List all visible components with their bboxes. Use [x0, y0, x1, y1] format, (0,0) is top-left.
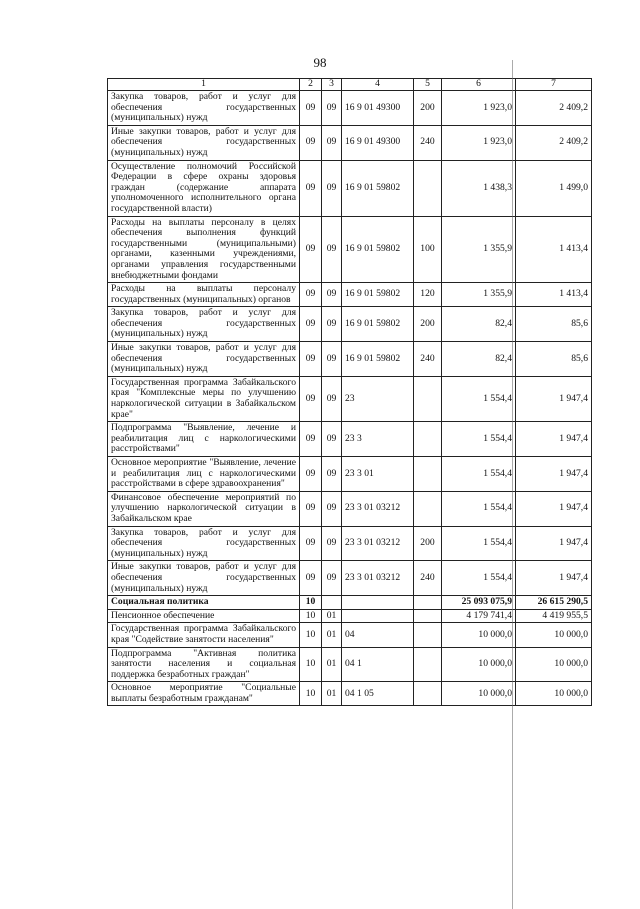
- row-section: 09: [300, 91, 322, 126]
- row-amount-year1: 10 000,0: [442, 682, 516, 706]
- table-header: [108, 79, 592, 91]
- row-subsection: 09: [322, 491, 342, 526]
- row-section: 10: [300, 596, 322, 610]
- row-amount-year1: 82,4: [442, 342, 516, 377]
- row-section: 09: [300, 422, 322, 457]
- page-number: 98: [313, 55, 327, 70]
- row-subsection: 09: [322, 561, 342, 596]
- row-amount-year1: 1 554,4: [442, 561, 516, 596]
- row-amount-year1: 4 179 741,4: [442, 609, 516, 623]
- row-amount-year2: 1 413,4: [516, 216, 592, 283]
- row-section: 10: [300, 623, 322, 647]
- table-row: [108, 91, 592, 126]
- row-target-code: 04 1: [342, 647, 414, 682]
- table-row: [108, 609, 592, 623]
- row-target-code: 16 9 01 49300: [342, 125, 414, 160]
- row-target-code: 23 3 01 03212: [342, 526, 414, 561]
- row-target-code: 16 9 01 59802: [342, 283, 414, 307]
- row-target-code: [342, 596, 414, 610]
- row-amount-year2: 10 000,0: [516, 647, 592, 682]
- table-row: [108, 342, 592, 377]
- row-amount-year2: 1 947,4: [516, 376, 592, 421]
- row-subsection: 09: [322, 125, 342, 160]
- table-row: [108, 376, 592, 421]
- table-row: [108, 623, 592, 647]
- row-target-code: 04 1 05: [342, 682, 414, 706]
- table-row: [108, 160, 592, 216]
- row-subsection: 09: [322, 422, 342, 457]
- header-row: [108, 79, 592, 91]
- row-subsection: [322, 596, 342, 610]
- row-subsection: 09: [322, 283, 342, 307]
- table-row: [108, 307, 592, 342]
- row-section: 09: [300, 216, 322, 283]
- row-amount-year2: 1 413,4: [516, 283, 592, 307]
- row-name: Подпрограмма "Активная политика занятости населения и социальная поддержка безработных граждан": [108, 647, 300, 682]
- row-target-code: 04: [342, 623, 414, 647]
- row-target-code: 16 9 01 59802: [342, 307, 414, 342]
- table-row: [108, 526, 592, 561]
- row-expense-type: [414, 623, 442, 647]
- row-subsection: 09: [322, 91, 342, 126]
- row-name: Государственная программа Забайкальского края "Комплексные меры по улучшению наркологической ситуации в Забайкальском крае": [108, 376, 300, 421]
- row-amount-year2: 1 947,4: [516, 526, 592, 561]
- table-row: [108, 283, 592, 307]
- row-name: Осуществление полномочий Российской Федерации в сфере охраны здоровья граждан (содержание аппарата уполномоченного исполнительного органа государственной власти): [108, 160, 300, 216]
- row-target-code: 16 9 01 59802: [342, 216, 414, 283]
- row-target-code: 16 9 01 49300: [342, 91, 414, 126]
- row-target-code: 23 3 01 03212: [342, 561, 414, 596]
- row-amount-year1: 1 554,4: [442, 376, 516, 421]
- row-amount-year1: 1 355,9: [442, 216, 516, 283]
- row-section: 10: [300, 647, 322, 682]
- row-section: 10: [300, 609, 322, 623]
- row-target-code: 23: [342, 376, 414, 421]
- row-subsection: 01: [322, 609, 342, 623]
- header-col-5: 5: [414, 79, 442, 91]
- row-name: Расходы на выплаты персоналу в целях обеспечения выполнения функций государственными (муниципальными) органами, казенными учреждениями, органами управления государственными внебюджетными фондами: [108, 216, 300, 283]
- header-col-3: 3: [322, 79, 342, 91]
- row-amount-year1: 10 000,0: [442, 623, 516, 647]
- row-amount-year2: 85,6: [516, 342, 592, 377]
- row-amount-year2: 4 419 955,5: [516, 609, 592, 623]
- row-section: 09: [300, 561, 322, 596]
- row-amount-year1: 1 554,4: [442, 422, 516, 457]
- row-expense-type: 240: [414, 125, 442, 160]
- row-name: Государственная программа Забайкальского края "Содействие занятости населения": [108, 623, 300, 647]
- table-body: [108, 91, 592, 706]
- scan-fold-line: [512, 60, 513, 909]
- row-expense-type: 200: [414, 91, 442, 126]
- row-expense-type: [414, 422, 442, 457]
- row-name: Основное мероприятие "Выявление, лечение и реабилитация лиц с наркологическими расстройствами в сфере здравоохранения": [108, 457, 300, 492]
- row-amount-year1: 1 923,0: [442, 125, 516, 160]
- row-target-code: [342, 609, 414, 623]
- row-amount-year2: 2 409,2: [516, 91, 592, 126]
- row-amount-year2: 1 499,0: [516, 160, 592, 216]
- table-row: [108, 596, 592, 610]
- table-row: [108, 125, 592, 160]
- row-subsection: 09: [322, 216, 342, 283]
- header-col-4: 4: [342, 79, 414, 91]
- row-amount-year2: 26 615 290,5: [516, 596, 592, 610]
- table-row: [108, 647, 592, 682]
- header-col-7: 7: [516, 79, 592, 91]
- row-expense-type: [414, 457, 442, 492]
- row-subsection: 01: [322, 682, 342, 706]
- row-name: Закупка товаров, работ и услуг для обеспечения государственных (муниципальных) нужд: [108, 307, 300, 342]
- table-row: [108, 422, 592, 457]
- row-subsection: 09: [322, 160, 342, 216]
- row-amount-year2: 1 947,4: [516, 422, 592, 457]
- row-target-code: 23 3: [342, 422, 414, 457]
- row-name: Иные закупки товаров, работ и услуг для обеспечения государственных (муниципальных) нужд: [108, 125, 300, 160]
- row-expense-type: 120: [414, 283, 442, 307]
- row-name: Социальная политика: [108, 596, 300, 610]
- row-section: 09: [300, 125, 322, 160]
- row-amount-year2: 1 947,4: [516, 561, 592, 596]
- row-amount-year2: 85,6: [516, 307, 592, 342]
- row-expense-type: [414, 647, 442, 682]
- table-row: [108, 491, 592, 526]
- table-row: [108, 561, 592, 596]
- row-amount-year2: 10 000,0: [516, 682, 592, 706]
- header-col-2: 2: [300, 79, 322, 91]
- row-subsection: 01: [322, 623, 342, 647]
- row-expense-type: 100: [414, 216, 442, 283]
- row-amount-year1: 1 554,4: [442, 526, 516, 561]
- row-expense-type: [414, 160, 442, 216]
- row-section: 09: [300, 342, 322, 377]
- row-expense-type: 200: [414, 307, 442, 342]
- row-name: Подпрограмма "Выявление, лечение и реабилитация лиц с наркологическими расстройствами": [108, 422, 300, 457]
- row-amount-year2: 1 947,4: [516, 491, 592, 526]
- row-section: 10: [300, 682, 322, 706]
- row-amount-year1: 1 923,0: [442, 91, 516, 126]
- row-name: Расходы на выплаты персоналу государственных (муниципальных) органов: [108, 283, 300, 307]
- budget-table: [107, 78, 592, 706]
- row-amount-year1: 1 355,9: [442, 283, 516, 307]
- row-subsection: 09: [322, 342, 342, 377]
- row-name: Пенсионное обеспечение: [108, 609, 300, 623]
- row-section: 09: [300, 376, 322, 421]
- row-amount-year2: 2 409,2: [516, 125, 592, 160]
- row-section: 09: [300, 283, 322, 307]
- row-section: 09: [300, 457, 322, 492]
- row-amount-year2: 1 947,4: [516, 457, 592, 492]
- header-col-1: 1: [108, 79, 300, 91]
- row-expense-type: 240: [414, 561, 442, 596]
- row-expense-type: [414, 376, 442, 421]
- row-amount-year1: 25 093 075,9: [442, 596, 516, 610]
- row-amount-year1: 1 554,4: [442, 457, 516, 492]
- row-expense-type: [414, 609, 442, 623]
- table-row: [108, 682, 592, 706]
- row-expense-type: [414, 682, 442, 706]
- row-target-code: 23 3 01 03212: [342, 491, 414, 526]
- row-amount-year1: 10 000,0: [442, 647, 516, 682]
- row-subsection: 09: [322, 307, 342, 342]
- header-col-6: 6: [442, 79, 516, 91]
- table-row: [108, 216, 592, 283]
- table-row: [108, 457, 592, 492]
- row-amount-year1: 82,4: [442, 307, 516, 342]
- row-target-code: 16 9 01 59802: [342, 342, 414, 377]
- row-expense-type: [414, 491, 442, 526]
- row-amount-year1: 1 438,3: [442, 160, 516, 216]
- row-target-code: 16 9 01 59802: [342, 160, 414, 216]
- row-subsection: 09: [322, 526, 342, 561]
- row-amount-year1: 1 554,4: [442, 491, 516, 526]
- row-section: 09: [300, 491, 322, 526]
- row-section: 09: [300, 160, 322, 216]
- row-expense-type: 200: [414, 526, 442, 561]
- row-name: Основное мероприятие "Социальные выплаты безработным гражданам": [108, 682, 300, 706]
- row-section: 09: [300, 526, 322, 561]
- row-target-code: 23 3 01: [342, 457, 414, 492]
- row-subsection: 01: [322, 647, 342, 682]
- row-name: Иные закупки товаров, работ и услуг для обеспечения государственных (муниципальных) нужд: [108, 342, 300, 377]
- row-subsection: 09: [322, 457, 342, 492]
- row-section: 09: [300, 307, 322, 342]
- row-subsection: 09: [322, 376, 342, 421]
- row-name: Финансовое обеспечение мероприятий по улучшению наркологической ситуации в Забайкальском крае: [108, 491, 300, 526]
- row-expense-type: 240: [414, 342, 442, 377]
- row-name: Закупка товаров, работ и услуг для обеспечения государственных (муниципальных) нужд: [108, 91, 300, 126]
- row-expense-type: [414, 596, 442, 610]
- row-amount-year2: 10 000,0: [516, 623, 592, 647]
- row-name: Иные закупки товаров, работ и услуг для обеспечения государственных (муниципальных) нужд: [108, 561, 300, 596]
- row-name: Закупка товаров, работ и услуг для обеспечения государственных (муниципальных) нужд: [108, 526, 300, 561]
